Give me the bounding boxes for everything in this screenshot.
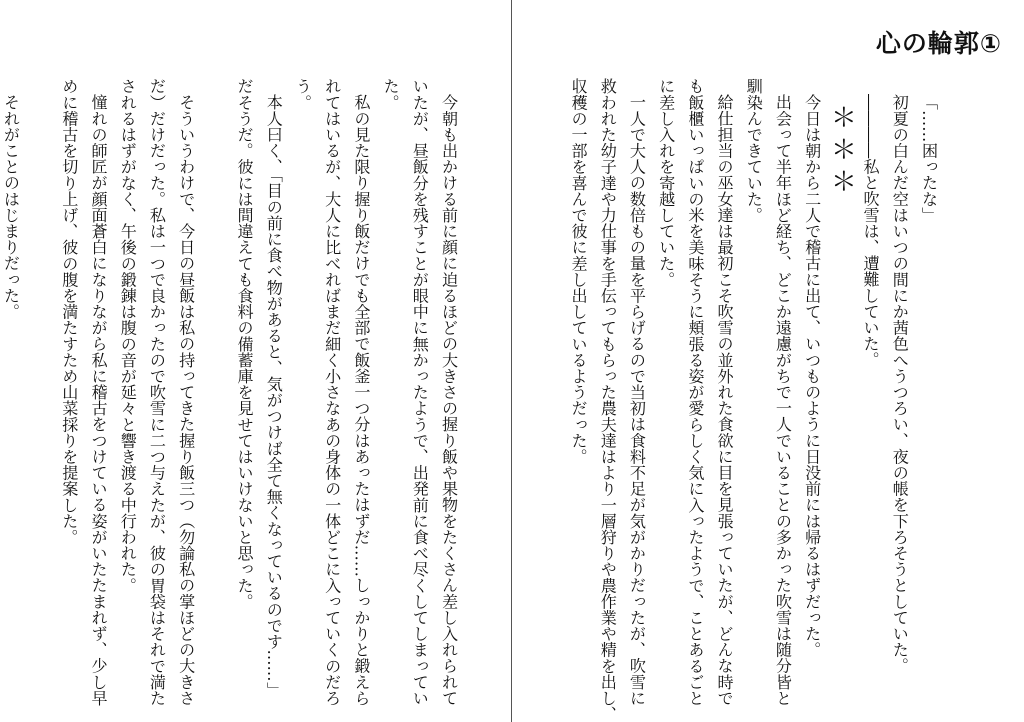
right-page	[512, 0, 1024, 722]
text-line: 一人で大人の数倍もの量を平らげるので当初は食料不足が気がかりだったが、吹雪に	[626, 94, 646, 706]
text-line: も飯櫃いっぱいの米を美味そうに頬張る姿が愛らしく気に入ったようで、ことあるごと	[685, 78, 705, 706]
text-line: 憧れの師匠が顔面蒼白になりながら私に稽古をつけている姿がいたたまれず、少し早	[88, 94, 108, 706]
text-line: 出会って半年ほど経ち、どこか遠慮がちで一人でいることの多かった吹雪は随分皆と	[772, 94, 792, 706]
text-line: そういうわけで、今日の昼飯は私の持ってきた握り飯三つ（勿論私の掌ほどの大きさ	[176, 94, 196, 706]
text-line: 本人曰く、「目の前に食べ物があると、気がつけば全て無くなっているのです……」	[263, 94, 283, 698]
text-line: に差し入れを寄越していた。	[656, 78, 676, 288]
text-line: だ）だけだった。私は一つで良かったので吹雪に二つ与えたが、彼の胃袋はそれで満た	[146, 78, 166, 706]
blank-line	[200, 78, 229, 688]
text-line: いたが、昼飯分を残すことが眼中に無かったようで、出発前に食べ尽くしてしまってい	[409, 78, 429, 706]
text-line: めに稽古を切り上げ、彼の腹を満たすため山菜採りを提案した。	[59, 78, 79, 545]
text-line: 給仕担当の巫女達は最初こそ吹雪の並外れた食欲に目を見張っていたが、どんな時で	[714, 94, 734, 706]
text-line: されるはずがなく、午後の鍛錬は腹の音が延々と響き渡る中行われた。	[117, 78, 137, 594]
right-page-text	[563, 78, 943, 722]
left-page	[0, 0, 511, 722]
text-line: 初夏の白んだ空はいつの間にか茜色へうつろい、夜の帳を下ろそうとしていた。	[889, 94, 909, 674]
text-line: れてはいるが、大人に比べればまだ細く小さなあの身体の一体どこに入っていくのだろ	[322, 78, 342, 706]
text-line: それがことのはじまりだった。	[0, 94, 20, 320]
blank-line	[25, 78, 54, 688]
text-line: た。	[380, 78, 400, 111]
text-line: 今日は朝から二人で稽古に出て、いつものように日没前には帰るはずだった。	[802, 94, 822, 658]
text-line: 収穫の一部を喜んで彼に差し出しているようだった。	[568, 78, 588, 465]
page-gutter	[511, 0, 512, 722]
text-line: 今朝も出かける前に顔に迫るほどの大きさの握り飯や果物をたくさん差し入れられて	[439, 94, 458, 706]
text-line: だそうだ。彼には間違えても食料の備蓄庫を見せてはいけないと思った。	[234, 78, 254, 610]
text-line: 馴染んできていた。	[743, 78, 763, 223]
text-line: 私の見た限り握り飯だけでも全部で飯釜一つ分はあったはずだ……しっかりと鍛えら	[351, 94, 371, 706]
text-line: ――――私と吹雪は、遭難していた。	[860, 94, 880, 368]
text-line: う。	[292, 78, 312, 111]
text-line: 救われた幼子達や力仕事を手伝ってもらった農夫達はより一層狩りや農作業や精を出し、	[597, 78, 617, 722]
left-page-text	[0, 78, 463, 706]
chapter-title: 心の輪郭①	[875, 29, 1002, 58]
scene-break: ＊＊＊	[826, 104, 857, 200]
dialogue-line: 「……困ったな」	[919, 94, 938, 223]
